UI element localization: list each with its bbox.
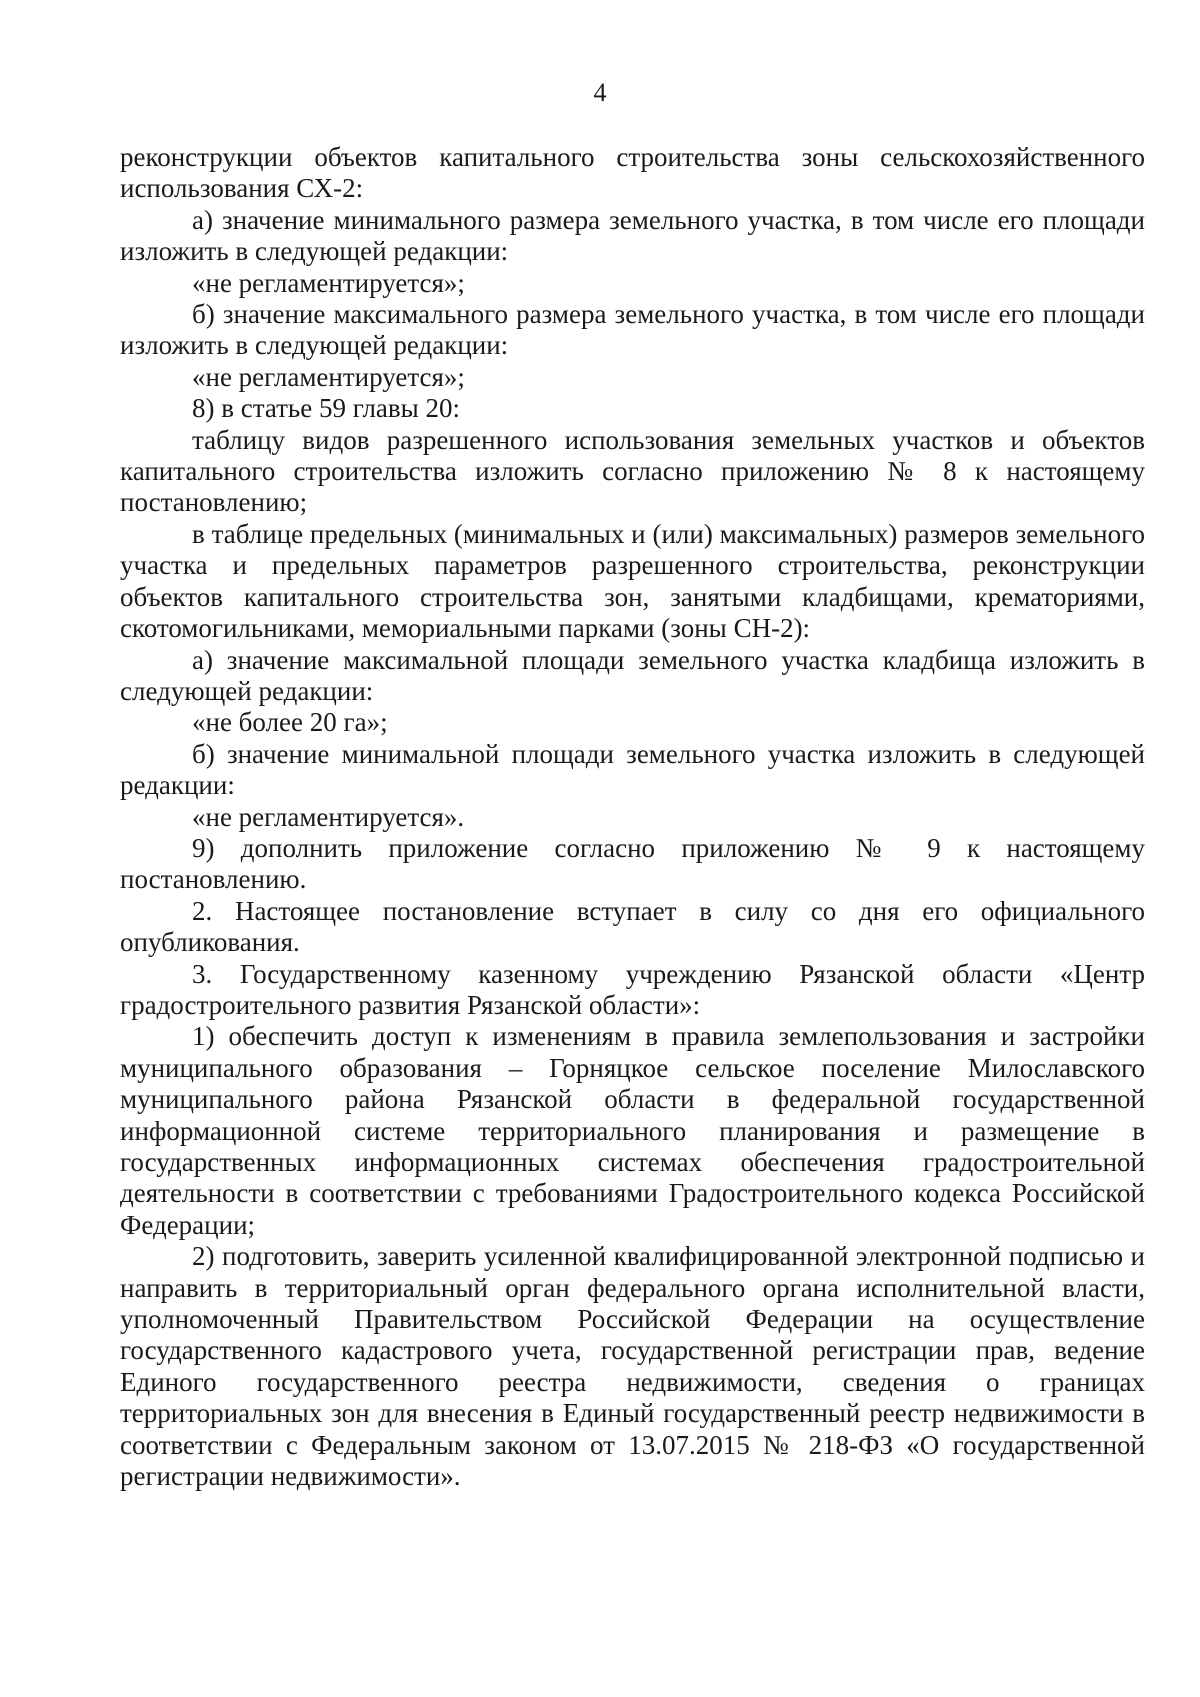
- paragraph: «не более 20 га»;: [192, 707, 388, 738]
- paragraph: таблицу видов разрешенного использования земельных участков и объектов капитального строительства изложить согласно приложению № 8 к настоящему постановлению;: [120, 424, 1145, 518]
- paragraph: «не регламентируется»;: [192, 267, 465, 298]
- paragraph: 1) обеспечить доступ к изменениям в правила землепользования и застройки муниципального образования – Горняцкое сельское поселение Милославского муниципального района Рязанской области в федеральной государственной информационной системе территориального планирования и размещение в государственных информационных системах обеспечения градостроительной деятельности в соответствии с требованиями Градостроительного кодекса Российской Федерации;: [120, 1021, 1145, 1240]
- document-body: [120, 142, 1145, 1492]
- paragraph: б) значение минимальной площади земельного участка изложить в следующей редакции:: [120, 738, 1145, 801]
- paragraph: 2. Настоящее постановление вступает в силу со дня его официального опубликования.: [120, 895, 1145, 958]
- paragraph: реконструкции объектов капитального строительства зоны сельскохозяйственного использования СХ-2:: [120, 142, 1145, 204]
- paragraph: «не регламентируется»;: [192, 361, 465, 392]
- paragraph: а) значение минимального размера земельного участка, в том числе его площади изложить в следующей редакции:: [120, 204, 1145, 267]
- paragraph: 2) подготовить, заверить усиленной квалифицированной электронной подписью и направить в территориальный орган федерального органа исполнительной власти, уполномоченный Правительством Российской Федерации на осуществление государственного кадастрового учета, государственной регистрации прав, ведение Единого государственного реестра недвижимости, сведения о границах территориальных зон для внесения в Единый государственный реестр недвижимости в соответствии с Федеральным законом от 13.07.2015 № 218-ФЗ «О государственной регистрации недвижимости».: [120, 1241, 1145, 1492]
- paragraph: а) значение максимальной площади земельного участка кладбища изложить в следующей редакции:: [120, 644, 1145, 706]
- paragraph: б) значение максимального размера земельного участка, в том числе его площади изложить в следующей редакции:: [120, 299, 1145, 361]
- paragraph: 8) в статье 59 главы 20:: [192, 393, 461, 424]
- paragraph: в таблице предельных (минимальных и (или) максимальных) размеров земельного участка и предельных параметров разрешенного строительства, реконструкции объектов капитального строительства зон, занятыми кладбищами, крематориями, скотомогильниками, мемориальными парками (зоны СН-2):: [120, 518, 1145, 644]
- page-number: 4: [593, 78, 607, 107]
- paragraph: «не регламентируется».: [192, 801, 465, 832]
- paragraph: 3. Государственному казенному учреждению Рязанской области «Центр градостроительного развития Рязанской области»:: [120, 958, 1145, 1020]
- paragraph: 9) дополнить приложение согласно приложению № 9 к настоящему постановлению.: [120, 832, 1145, 895]
